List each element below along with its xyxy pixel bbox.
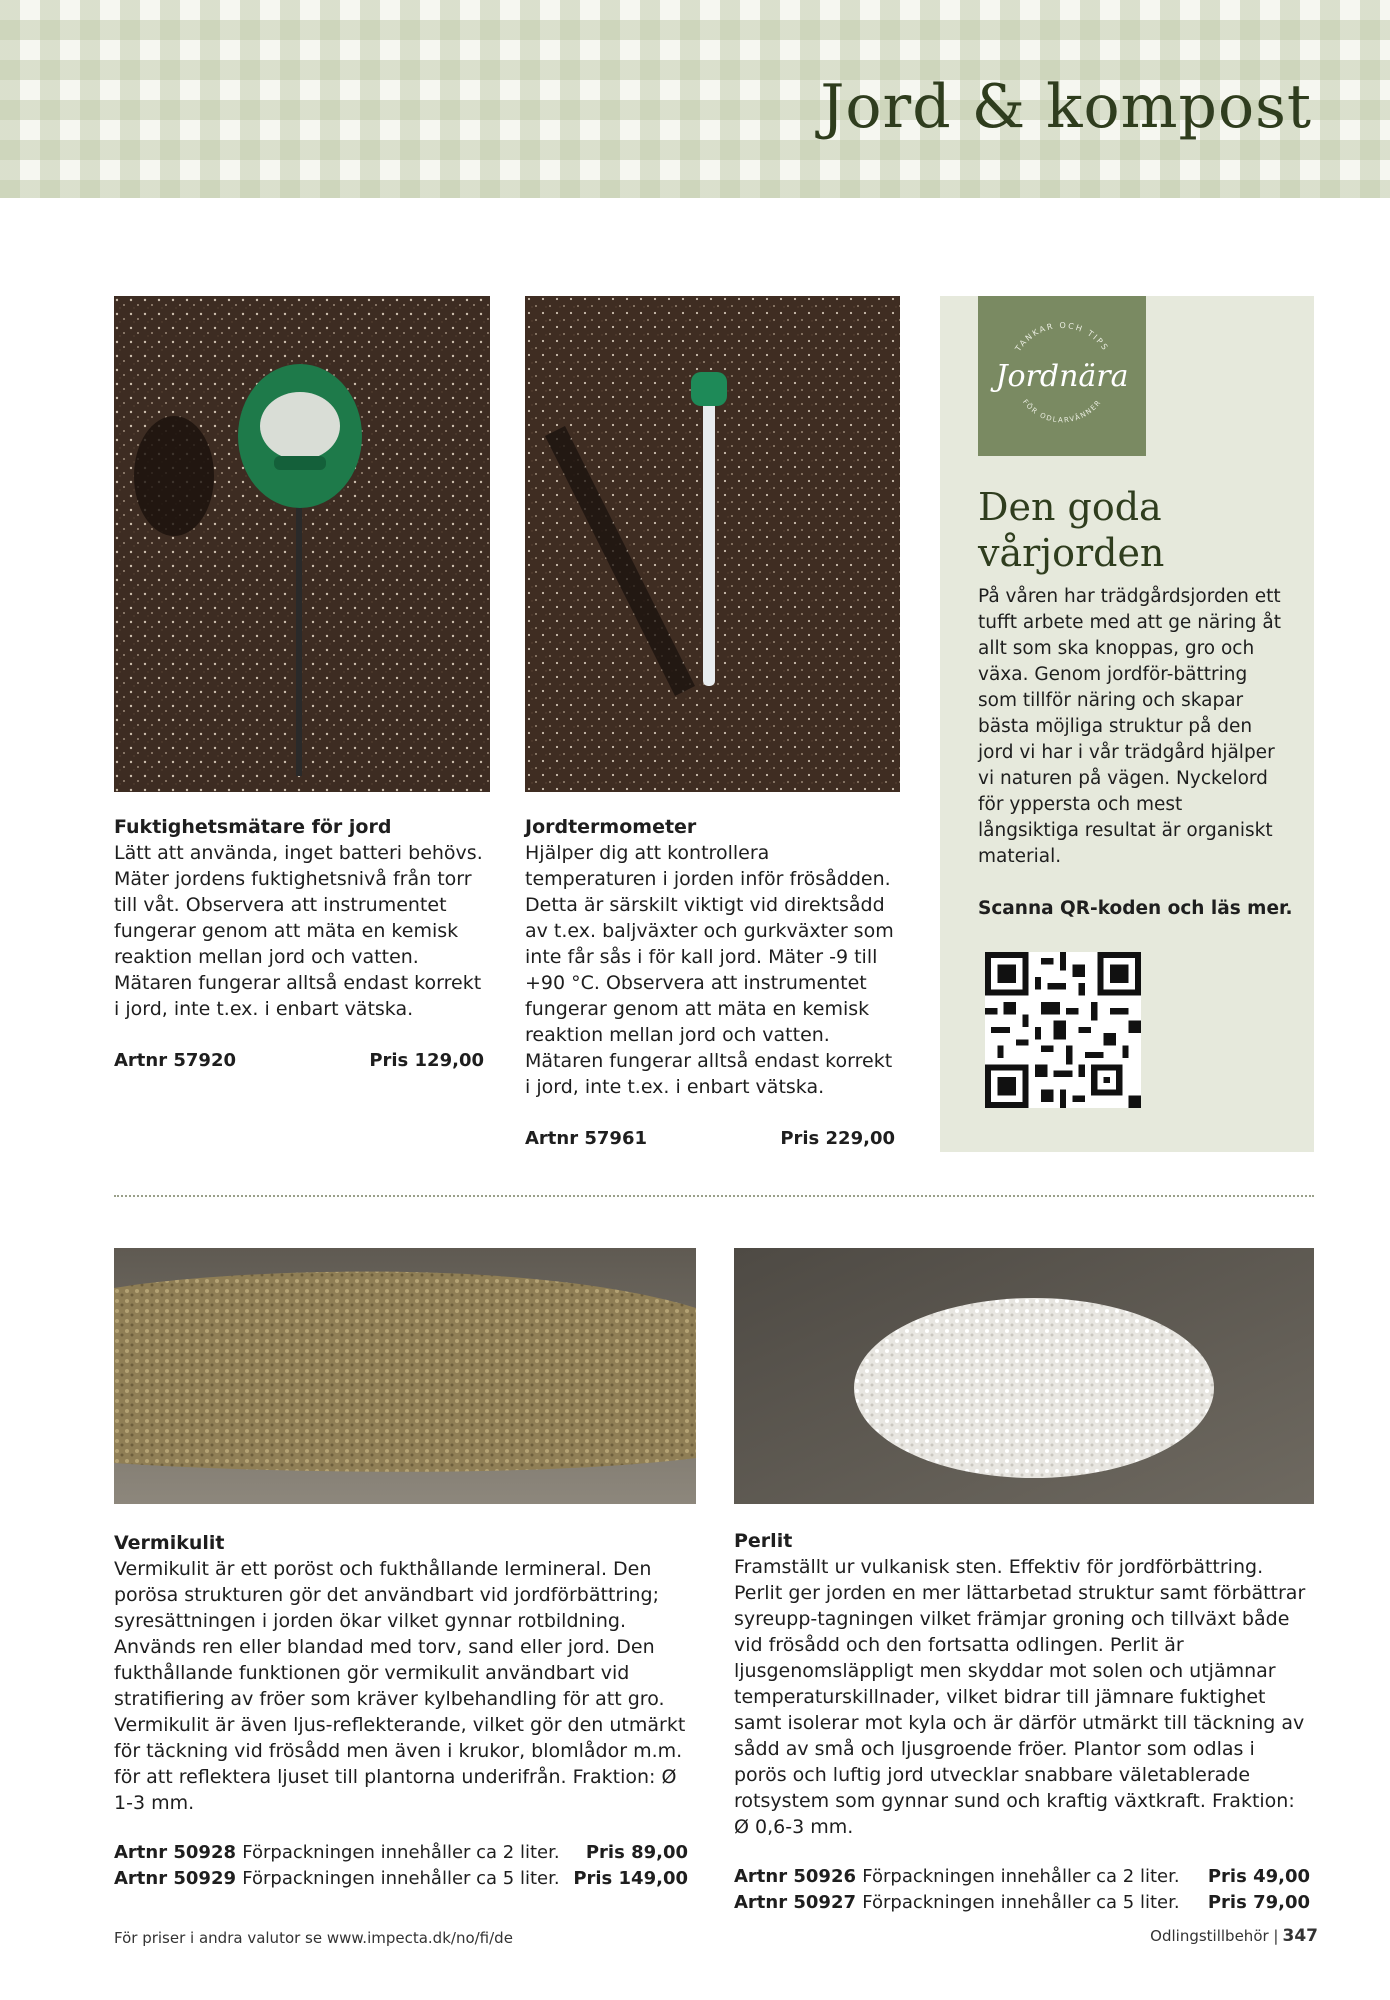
svg-text:FÖR ODLARVÄNNER: FÖR ODLARVÄNNER [1020, 398, 1104, 425]
variant-info: Artnr 50928 Förpackningen innehåller ca 2 liter. [114, 1842, 560, 1863]
perlite-photo [734, 1248, 1314, 1504]
product-description: Framställt ur vulkanisk sten. Effektiv för jordförbättring. Perlit ger jorden en mer lättarbetad struktur samt förbättrar syreupp-tagningen vilket främjar groning och tillväxt både vid frösådd och den fortsatta odlingen. Perlit är ljusgenomsläppligt men skyddar mot solen och utjämnar temperaturskillnader, vilket bidrar till jämnare fuktighet samt isolerar mot kyla och är därför utmärkt till täckning av sådd av små och ljusgroende fröer. Plantor som odlas i porös och luftig jord utvecklar snabbare väletablerade rotsystem som gynnar sund och kraftig växtkraft. Fraktion: Ø 0,6-3 mm. [734, 1556, 1306, 1838]
moisture-meter-photo [114, 296, 490, 792]
variant-info: Artnr 50929 Förpackningen innehåller ca 5 liter. [114, 1868, 560, 1889]
price-line [114, 1840, 688, 1866]
price: Pris 89,00 [585, 1842, 688, 1863]
product-perlite [734, 1528, 1310, 1916]
product-description: Hjälper dig att kontrollera temperaturen i jorden inför frösådden. Detta är särskilt viktigt vid direktsådd av t.ex. baljväxter och gurkväxter som inte får sås i för kall jord. Mäter -9 till +90 °C. Observera att instrumentet fungerar genom att mäta en kemisk reaktion mellan jord och vatten. Mätaren fungerar alltså endast korrekt i jord, inte t.ex. i enbart vätska. [525, 842, 894, 1098]
price: Pris 129,00 [369, 1050, 484, 1071]
section-divider [114, 1195, 1314, 1197]
footer-section: Odlingstillbehör | [1150, 1927, 1279, 1945]
jordnara-logo [978, 296, 1146, 456]
sidebox-text: På våren har trädgårdsjorden ett tufft arbete med att ge näring åt allt som ska knoppas, gro och växa. Genom jordför-bättring som tillför näring och skapar bästa möjliga struktur på den jord vi har i vår trädgård hjälper vi naturen på vägen. Nyckelord för yppersta och mest långsiktiga resultat är organiskt material. [978, 586, 1281, 867]
article-number: Artnr 57961 [525, 1128, 647, 1149]
price: Pris 149,00 [573, 1868, 688, 1889]
jordnara-info-box [940, 296, 1314, 1152]
article-number: Artnr 57920 [114, 1050, 236, 1071]
soil-thermometer-photo [525, 296, 900, 792]
qr-code[interactable] [985, 952, 1141, 1108]
price-line [114, 1048, 484, 1074]
footer-page-info [1150, 1926, 1318, 1946]
price: Pris 229,00 [780, 1128, 895, 1149]
svg-text:Jordnära: Jordnära [995, 359, 1129, 394]
product-name: Perlit [734, 1530, 793, 1552]
product-vermiculite [114, 1530, 688, 1892]
variant-info: Artnr 50926 Förpackningen innehåller ca 2 liter. [734, 1866, 1180, 1887]
price-line [734, 1890, 1310, 1916]
variant-info: Artnr 50927 Förpackningen innehåller ca 5 liter. [734, 1892, 1180, 1913]
price-line [734, 1864, 1310, 1890]
product-soil-thermometer [525, 814, 895, 1152]
price: Pris 49,00 [1207, 1866, 1310, 1887]
vermiculite-photo [114, 1248, 696, 1504]
price: Pris 79,00 [1207, 1892, 1310, 1913]
product-name: Vermikulit [114, 1532, 225, 1554]
page-number: 347 [1282, 1926, 1318, 1946]
product-description: Vermikulit är ett poröst och fukthållande lermineral. Den porösa strukturen gör det användbart vid jordförbättring; syresättningen i jorden ökar vilket gynnar rotbildning. Används ren eller blandad med torv, sand eller jord. Den fukthållande funktionen gör vermikulit användbart vid stratifiering av fröer som kräver kylbehandling för att gro. Vermikulit är även ljus-reflekterande, vilket gör den utmärkt för täckning vid frösådd men även i krukor, blomlådor m.m. för att reflektera ljuset till plantorna underifrån. Fraktion: Ø 1-3 mm. [114, 1558, 686, 1814]
qr-call-to-action: Scanna QR-koden och läs mer. [978, 898, 1293, 919]
price-line [114, 1866, 688, 1892]
product-name: Jordtermometer [525, 816, 697, 838]
price-line [525, 1126, 895, 1152]
product-moisture-meter [114, 814, 484, 1074]
svg-text:TANKAR OCH TIPS: TANKAR OCH TIPS [1013, 320, 1111, 354]
page-title: Jord & kompost [820, 72, 1312, 142]
product-name: Fuktighetsmätare för jord [114, 816, 392, 838]
footer-currency-note: För priser i andra valutor se www.impecta.dk/no/fi/de [114, 1929, 513, 1947]
sidebox-title: Den goda vårjorden [978, 485, 1165, 575]
product-description: Lätt att använda, inget batteri behövs. Mäter jordens fuktighetsnivå från torr till våt. Observera att instrumentet fungerar genom att mäta en kemisk reaktion mellan jord och vatten. Mätaren fungerar alltså endast korrekt i jord, inte t.ex. i enbart vätska. [114, 842, 483, 1020]
